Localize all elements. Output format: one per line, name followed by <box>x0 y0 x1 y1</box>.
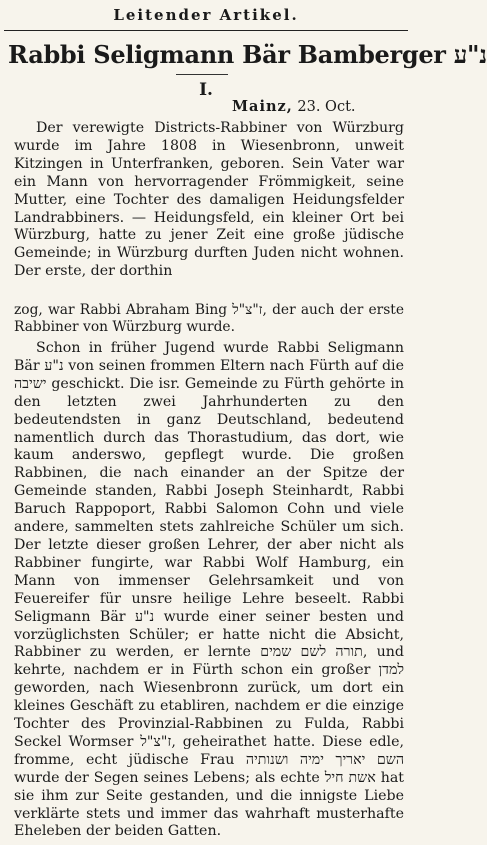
paragraph-text: Der verewigte Districts-Rabbiner von Würzburg wurde im Jahre 1808 in Wiesenbronn, unweit Kitzingen in Unterfranken, geboren. Sein Vater war ein Mann von hervorragender Frömmigkeit, seine Mutter, eine Tochter des damaligen Heidungsfelder Landrabbiners. — Heidungsfeld, ein kleiner Ort bei Würzburg, hatte zu jener Zeit eine große jüdische Gemeinde; in Würzburg durften Juden nicht wohnen. Der erste, der dorthin <box>14 120 404 280</box>
paragraph-text: zog, war Rabbi Abraham Bing ז"צ"ל, der auch der erste Rabbiner von Würzburg wurde. <box>14 302 404 335</box>
divider-rule <box>4 30 408 31</box>
section-title: Leitender Artikel. <box>113 6 299 24</box>
dateline-date: 23. Oct. <box>297 99 356 115</box>
article-paragraph-3 <box>14 340 404 841</box>
dateline <box>232 98 356 115</box>
dateline-location: Mainz, <box>232 98 293 115</box>
article-paragraph-1 <box>14 120 404 281</box>
paragraph-text: Schon in früher Jugend wurde Rabbi Seligmann Bär נ"ע von seinen frommen Eltern nach Fürth auf die ישיבה geschickt. Die isr. Gemeinde zu Fürth gehörte in den letzten zwei Jahrhunderten zu den bedeutendsten in ganz Deutschland, bedeutend namentlich durch das Thorastudium, das dort, wie kaum anderswo, gepflegt wurde. Die großen Rabbinen, die nach einander an der Spitze der Gemeinde standen, Rabbi Joseph Steinhardt, Rabbi Baruch Rappoport, Rabbi Salomon Cohn und viele andere, sammelten stets zahlreiche Schüler um sich. Der letzte dieser großen Lehrer, der aber nicht als Rabbiner fungirte, war Rabbi Wolf Hamburg, ein Mann von immenser Gelehrsamkeit und von Feuereifer für unsre heilige Lehre beseelt. Rabbi Seligmann Bär נ"ע wurde einer seiner besten und vorzüglichsten Schüler; er hatte nicht die Absicht, Rabbiner zu werden, er lernte תורה לשם שמים, und kehrte, nachdem er in Fürth schon ein großer למדן geworden, nach Wiesenbronn zurück, um dort ein kleines Geschäft zu etabliren, nachdem er die einzige Tochter des Provinzial-Rabbinen zu Fulda, Rabbi Seckel Wormser ז"צ"ל, geheirathet hatte. Diese edle, fromme, echt jüdische Frau השם יאריך ימיה ושנותיה wurde der Segen seines Lebens; als echte אשת חיל hat sie ihm zur Seite gestanden, und die innigste Liebe verklärte stets und immer das wahrhaft musterhafte Eheleben der beiden Gatten. <box>14 340 405 840</box>
part-number: I. <box>199 80 213 100</box>
article-paragraph-2 <box>14 302 404 336</box>
divider-rule-short <box>176 74 228 75</box>
article-headline: Rabbi Seligmann Bär Bamberger נ"ע <box>8 40 487 69</box>
